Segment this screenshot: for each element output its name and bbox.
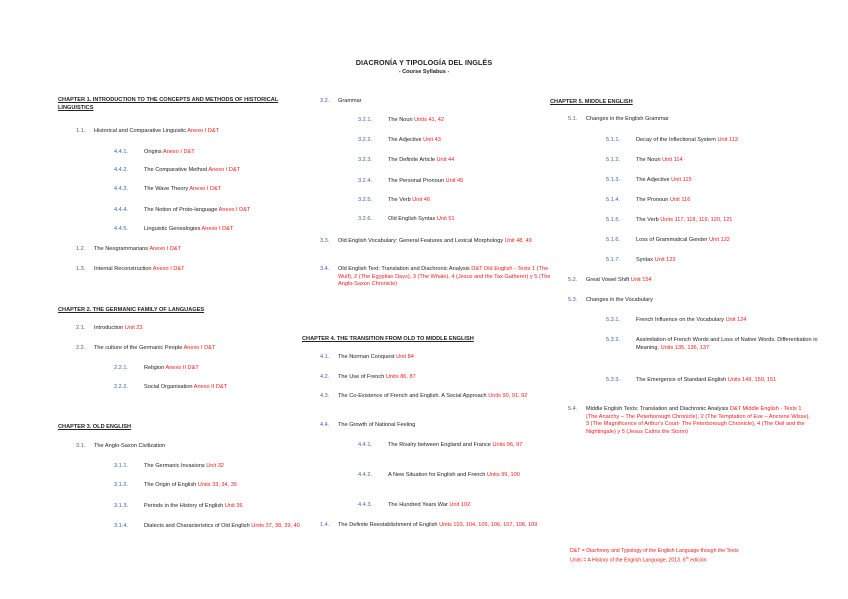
- item-3-2: 3.2. Grammar: [320, 98, 362, 104]
- footnote-line-2: Units = A History of the English Language, 2013. 6th edición: [570, 556, 707, 564]
- item-2-2-1: 2.2.1. Religion Anexo II D&T: [114, 365, 199, 371]
- item-3-2-4: 3.2.4. The Personal Pronoun Unit 45: [358, 178, 464, 184]
- item-5-3-3: 5.3.3. The Emergence of Standard English Units 149, 150, 151: [606, 377, 777, 383]
- item-4-3: 4.3. The Co-Existence of French and English. A Social Approach Units 90, 91, 92: [320, 393, 528, 399]
- item-4-4: 4.4. The Growth of National Feeling: [320, 422, 416, 428]
- item-4-4-4: 4.4.4. The Notion of Proto-language Anexo I D&T: [114, 207, 251, 213]
- item-3-1-2: 3.1.2. The Origin of English Units 33, 34, 35: [114, 482, 237, 488]
- item-3-4: 3.4. Old English Text: Translation and Diachronic Analysis D&T Old English - Texts 1 (The Wulf), 2 (The Egyptian Days), 3 (The Whale), 4 (Jesus and the Tax Gatherer) y 5 (The Anglo-Saxon Chronicle): [320, 266, 551, 287]
- item-4-4-2b: 4.4.2. A New Situation for English and French Units 99, 100: [358, 472, 520, 478]
- item-2-2-2: 2.2.2. Social Organisation Anexo II D&T: [114, 384, 228, 390]
- item-2-2: 2.2. The culture of the Germanic People Anexo I D&T: [76, 345, 216, 351]
- item-5-1-3: 5.1.3. The Adjective Unit 115: [606, 177, 692, 183]
- item-4-4-2: 4.4.2. The Comparative Method Anexo I D&T: [114, 167, 241, 173]
- item-5-3-1: 5.3.1. French Influence on the Vocabulary Unit 124: [606, 317, 747, 323]
- item-2-1: 2.1. Introduction Unit 23: [76, 325, 143, 331]
- item-3-2-3: 3.2.3. The Definite Article Unit 44: [358, 157, 455, 163]
- item-5-1: 5.1. Changes in the English Grammar: [568, 116, 669, 122]
- item-4-4-3: 4.4.3. The Wave Theory Anexo I D&T: [114, 186, 222, 192]
- item-3-1: 3.1. The Anglo-Saxon Civilization: [76, 443, 166, 449]
- chapter-1-title: CHAPTER 1. INTRODUCTION TO THE CONCEPTS AND METHODS OF HISTORICAL LINGUISTICS: [58, 97, 279, 111]
- item-5-1-5: 5.1.5. The Verb Units 117, 118, 119, 120, 121: [606, 217, 733, 223]
- chapter-4-title: CHAPTER 4. THE TRANSITION FROM OLD TO MIDDLE ENGLISH: [302, 336, 474, 342]
- item-1-4: 1.4. The Definite Reestablishment of English Units 103, 104, 105, 106, 107, 108, 109: [320, 522, 538, 528]
- item-5-1-4: 5.1.4. The Pronoun Unit 116: [606, 197, 691, 203]
- item-3-1-3: 3.1.3. Periods in the History of English Unit 36: [114, 503, 243, 509]
- document-subtitle: - Course Syllabus -: [398, 69, 450, 75]
- item-5-3: 5.3. Changes in the Vocabulary: [568, 297, 653, 303]
- item-3-2-2: 3.2.2. The Adjective Unit 43: [358, 137, 441, 143]
- chapter-3-title: CHAPTER 3. OLD ENGLISH: [58, 424, 132, 430]
- item-5-3-2: 5.3.2. Assimilation of French Words and Loss of Native Words. Differentiation in Meaning. Units 135, 136, 137: [606, 337, 818, 351]
- item-5-1-6: 5.1.6. Loss of Grammatical Gender Unit 122: [606, 237, 730, 243]
- footnote-line-1: D&T = Diachrony and Typology of the English Language though the Texts: [570, 548, 739, 554]
- item-1-3: 1.3. Internal Reconstruction Anexo I D&T: [76, 266, 185, 272]
- item-4-4-1: 4.4.1. Origins Anexo I D&T: [114, 149, 195, 155]
- item-1-2: 1.2. The Neogrammarians Anexo I D&T: [76, 246, 182, 252]
- document-title: DIACRONÍA Y TIPOLOGÍA DEL INGLÉS: [355, 58, 493, 67]
- item-3-2-6: 3.2.6. Old English Syntax Unit 51: [358, 216, 455, 222]
- item-4-4-1b: 4.4.1. The Rivalry between England and France Units 96, 97: [358, 442, 523, 448]
- item-3-1-4: 3.1.4. Dialects and Characteristics of Old English Units 37, 38, 39, 40: [114, 523, 300, 529]
- chapter-5-title: CHAPTER 5. MIDDLE ENGLISH: [550, 99, 633, 105]
- item-4-1: 4.1. The Norman Conquest Unit 84: [320, 354, 414, 360]
- item-4-2: 4.2. The Use of French Units 86, 87: [320, 374, 416, 380]
- item-3-1-1: 3.1.1. The Germanic Invasions Unit 32: [114, 463, 224, 469]
- item-5-4: 5.4. Middle English Texts: Translation and Diachronic Analysis D&T Middle English - Texts 1 (The Anarchy – The Peterborough Chronicle), 2 (The Temptation of Eve – Ancrene Wisse), 3 (The Magnificence of Arthur's Court- The Peterborough Chronicle), 4 (The Owl and the Nightingale) y 5 (Jesus Calms the Storm): [568, 406, 810, 435]
- item-1-1: 1.1. Historical and Comparative Linguistic Anexo I D&T: [76, 128, 219, 134]
- item-3-3: 3.3. Old English Vocabulary: General Features and Lexical Morphology Unit 48, 49: [320, 238, 532, 244]
- item-3-2-1: 3.2.1. The Noun Units 41, 42: [358, 117, 444, 123]
- chapter-2-title: CHAPTER 2. THE GERMANIC FAMILY OF LANGUAGES: [58, 307, 205, 313]
- item-5-2: 5.2. Great Vowel Shift Unit 154: [568, 277, 652, 283]
- item-5-1-1: 5.1.1. Decay of the Inflectional System Unit 113: [606, 137, 738, 143]
- footnote: [570, 548, 810, 565]
- item-4-4-5: 4.4.5. Linguistic Genealogies Anexo I D&T: [114, 226, 234, 232]
- item-3-2-5: 3.2.5. The Verb Unit 46: [358, 197, 430, 203]
- item-5-1-7: 5.1.7. Syntax Unit 123: [606, 257, 676, 263]
- item-5-1-2: 5.1.2. The Noun Unit 114: [606, 157, 683, 163]
- item-4-4-3b: 4.4.3. The Hundred Years War Unit 102: [358, 502, 471, 508]
